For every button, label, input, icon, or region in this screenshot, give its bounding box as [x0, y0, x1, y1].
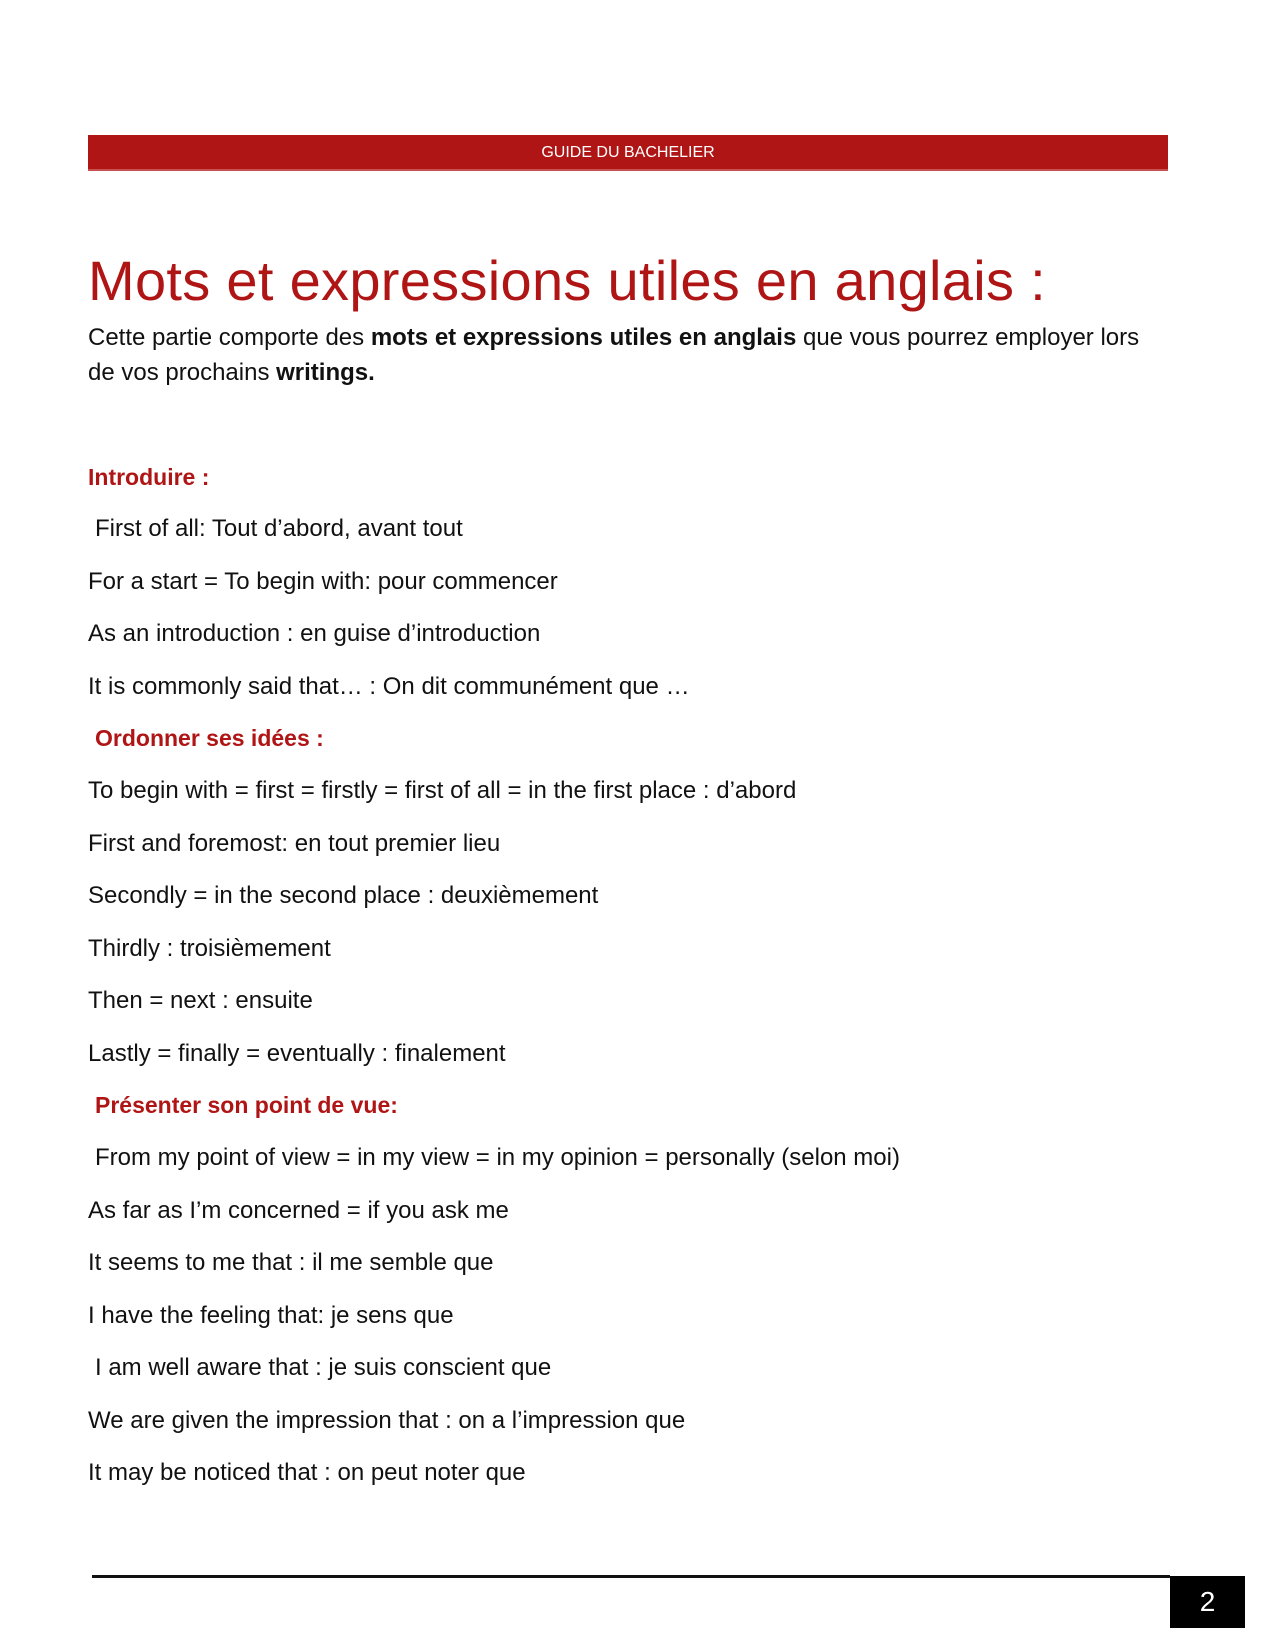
- intro-text: que vous pourrez employer lors de vos prochains: [88, 324, 1140, 386]
- list-item: Secondly = in the second place : deuxièmement: [88, 882, 599, 909]
- list-item: First and foremost: en tout premier lieu: [88, 830, 501, 857]
- page-header-banner: GUIDE DU BACHELIER: [88, 135, 1168, 171]
- list-item: I have the feeling that: je sens que: [88, 1302, 454, 1329]
- section-heading: Présenter son point de vue:: [95, 1092, 398, 1118]
- section-heading: Introduire :: [88, 464, 210, 490]
- intro-paragraph: [88, 320, 1168, 390]
- list-item: To begin with = first = firstly = first of all = in the first place : d’abord: [88, 777, 797, 804]
- list-item: Lastly = finally = eventually : finalement: [88, 1040, 506, 1067]
- section-heading: Ordonner ses idées :: [95, 725, 324, 751]
- page-number: 2: [1170, 1576, 1245, 1628]
- intro-bold: writings.: [276, 359, 375, 386]
- list-item: We are given the impression that : on a l’impression que: [88, 1407, 686, 1434]
- footer-divider: [92, 1575, 1170, 1578]
- list-item: As far as I’m concerned = if you ask me: [88, 1197, 509, 1224]
- intro-bold: mots et expressions utiles en anglais: [370, 324, 797, 351]
- list-item: Then = next : ensuite: [88, 987, 313, 1014]
- list-item: From my point of view = in my view = in my opinion = personally (selon moi): [95, 1144, 900, 1171]
- list-item: It is commonly said that… : On dit communément que …: [88, 673, 690, 700]
- page-title: Mots et expressions utiles en anglais :: [88, 249, 1046, 312]
- list-item: First of all: Tout d’abord, avant tout: [95, 515, 463, 542]
- list-item: Thirdly : troisièmement: [88, 935, 331, 962]
- list-item: It may be noticed that : on peut noter que: [88, 1459, 526, 1486]
- list-item: For a start = To begin with: pour commencer: [88, 568, 558, 595]
- intro-text: Cette partie comporte des: [88, 324, 371, 351]
- list-item: It seems to me that : il me semble que: [88, 1249, 494, 1276]
- list-item: As an introduction : en guise d’introduction: [88, 620, 541, 647]
- list-item: I am well aware that : je suis conscient que: [95, 1354, 552, 1381]
